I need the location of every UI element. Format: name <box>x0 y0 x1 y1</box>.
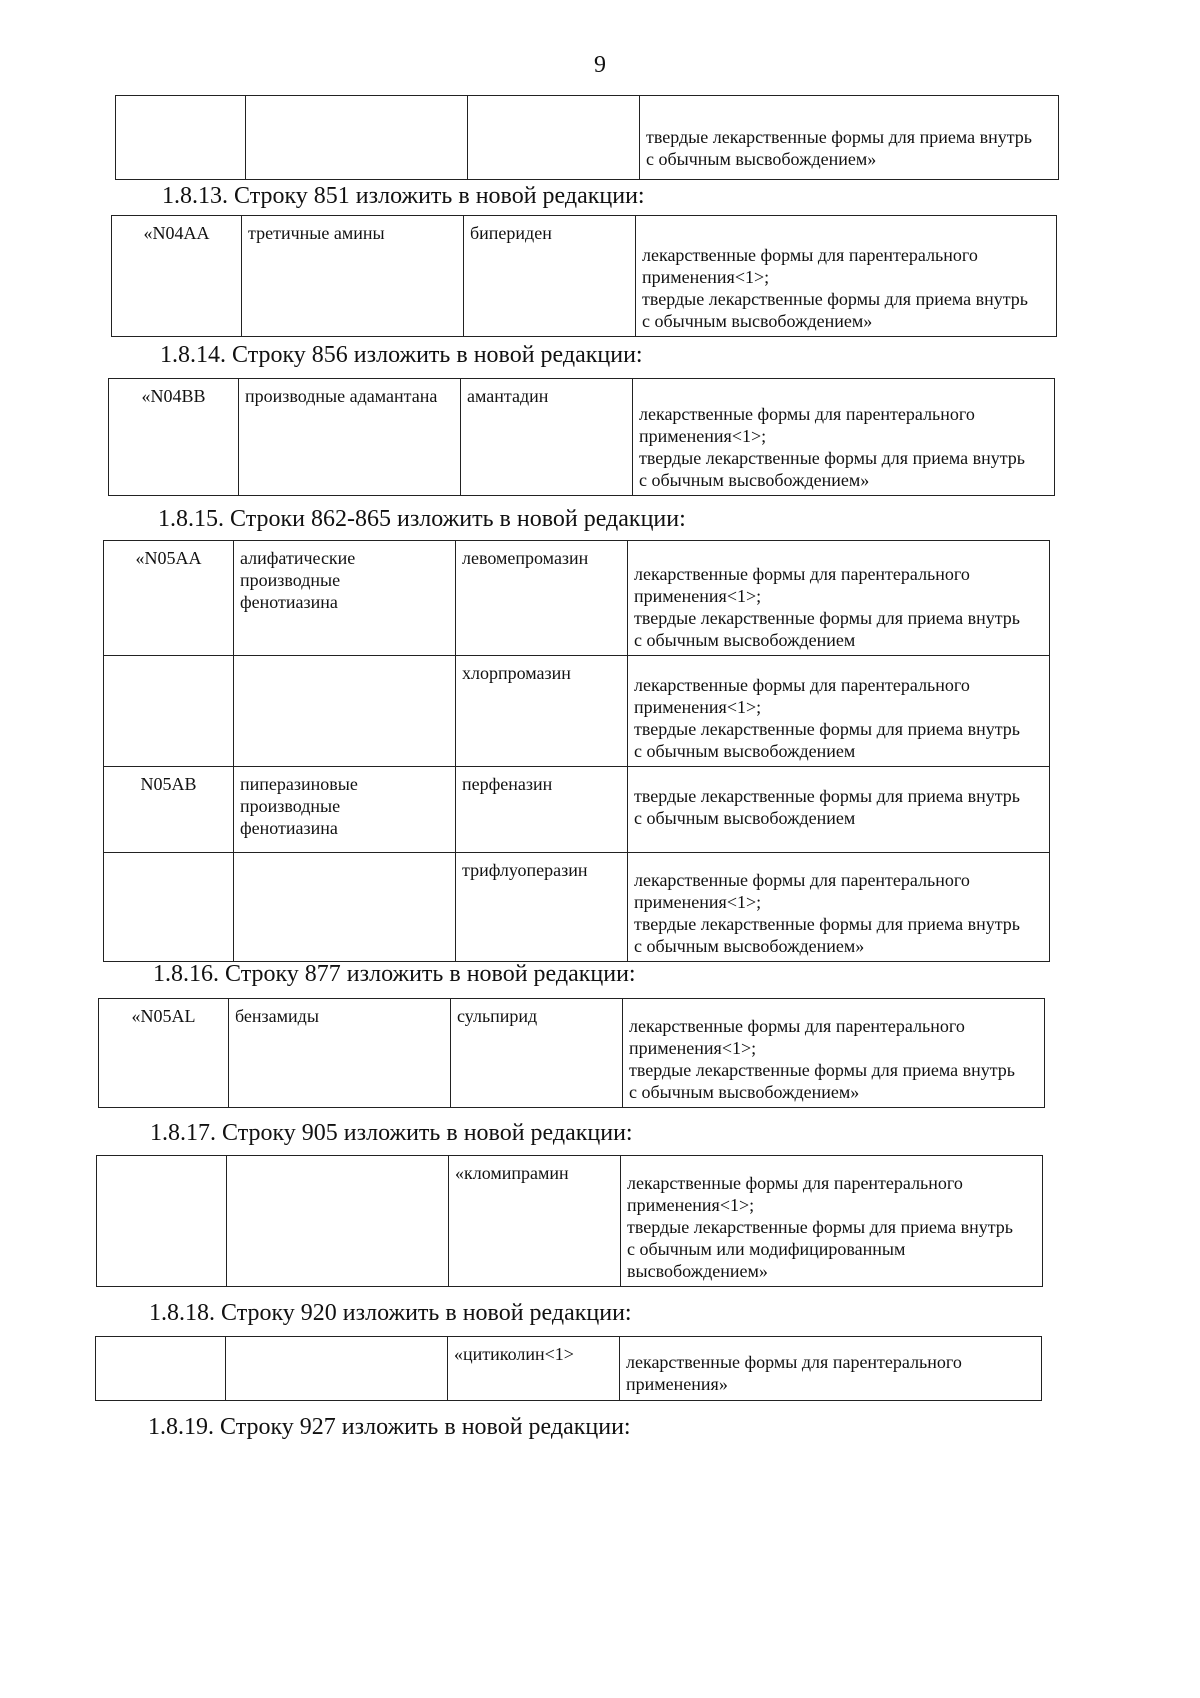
dosage-form-line: твердые лекарственные формы для приема внутрь <box>634 608 1021 628</box>
dosage-form-line: с обычным высвобождением» <box>639 470 870 490</box>
atc-code-cell: «N04BB <box>109 379 239 496</box>
dosage-form-line: лекарственные формы для парентерального <box>642 245 978 265</box>
dosage-form-line: твердые лекарственные формы для приема внутрь <box>639 448 1026 468</box>
table-1-8-14 <box>108 378 1055 496</box>
group-cell <box>234 656 456 767</box>
table-row <box>104 767 1050 853</box>
table-continuation <box>115 95 1059 180</box>
section-heading-1-8-16: 1.8.16. Строку 877 изложить в новой редакции: <box>153 961 636 987</box>
table-row <box>104 853 1050 962</box>
group-cell <box>246 96 468 180</box>
section-heading-1-8-18: 1.8.18. Строку 920 изложить в новой редакции: <box>149 1300 632 1326</box>
dosage-form-line: с обычным высвобождением <box>634 630 856 650</box>
atc-code-cell <box>104 853 234 962</box>
atc-code-cell <box>116 96 246 180</box>
table-row <box>99 999 1045 1108</box>
dosage-form-line: применения<1>; <box>627 1195 755 1215</box>
page-number: 9 <box>594 52 606 78</box>
section-heading-1-8-19: 1.8.19. Строку 927 изложить в новой редакции: <box>148 1414 631 1440</box>
drug-cell: «кломипрамин <box>449 1156 621 1287</box>
section-heading-1-8-15: 1.8.15. Строки 862-865 изложить в новой редакции: <box>158 506 686 532</box>
table-row <box>97 1156 1043 1287</box>
group-line: фенотиазина <box>240 818 338 838</box>
dosage-forms-cell <box>628 656 1050 767</box>
group-cell <box>229 999 451 1108</box>
group-line: третичные амины <box>248 223 385 243</box>
dosage-form-line: лекарственные формы для парентерального <box>629 1016 965 1036</box>
atc-code-cell <box>104 656 234 767</box>
dosage-forms-cell <box>628 853 1050 962</box>
group-cell <box>239 379 461 496</box>
dosage-form-line: твердые лекарственные формы для приема внутрь <box>646 127 1033 147</box>
dosage-form-line: лекарственные формы для парентерального <box>634 870 970 890</box>
drug-cell: бипериден <box>464 216 636 337</box>
dosage-form-line: лекарственные формы для парентерального <box>639 404 975 424</box>
atc-code-cell <box>96 1337 226 1401</box>
dosage-forms-cell <box>633 379 1055 496</box>
group-cell <box>234 541 456 656</box>
group-line: алифатические <box>240 548 356 568</box>
dosage-form-line: применения<1>; <box>634 697 762 717</box>
dosage-form-line: твердые лекарственные формы для приема внутрь <box>627 1217 1014 1237</box>
drug-cell: хлорпромазин <box>456 656 628 767</box>
group-line: производные <box>240 796 341 816</box>
atc-code-cell: «N05AA <box>104 541 234 656</box>
table-1-8-16 <box>98 998 1045 1108</box>
drug-cell: амантадин <box>461 379 633 496</box>
table-1-8-13 <box>111 215 1057 337</box>
drug-cell: трифлуоперазин <box>456 853 628 962</box>
atc-code-cell <box>97 1156 227 1287</box>
table-row <box>104 541 1050 656</box>
dosage-forms-cell <box>628 541 1050 656</box>
drug-cell: сульпирид <box>451 999 623 1108</box>
dosage-forms-cell <box>623 999 1045 1108</box>
dosage-form-line: с обычным высвобождением» <box>642 311 873 331</box>
dosage-forms-cell <box>620 1337 1042 1401</box>
dosage-form-line: с обычным высвобождением» <box>646 149 877 169</box>
section-heading-1-8-13: 1.8.13. Строку 851 изложить в новой редакции: <box>162 183 645 209</box>
dosage-form-line: высвобождением» <box>627 1261 768 1281</box>
drug-cell: левомепромазин <box>456 541 628 656</box>
group-cell <box>227 1156 449 1287</box>
dosage-form-line: твердые лекарственные формы для приема внутрь <box>629 1060 1016 1080</box>
group-line: пиперазиновые <box>240 774 358 794</box>
dosage-form-line: с обычным высвобождением <box>634 808 856 828</box>
dosage-form-line: с обычным или модифицированным <box>627 1239 906 1259</box>
dosage-form-line: с обычным высвобождением» <box>634 936 865 956</box>
table-row <box>109 379 1055 496</box>
group-line: производные адамантана <box>245 386 438 406</box>
group-cell <box>226 1337 448 1401</box>
dosage-form-line: с обычным высвобождением <box>634 741 856 761</box>
table-1-8-15 <box>103 540 1050 962</box>
drug-cell: «цитиколин<1> <box>448 1337 620 1401</box>
dosage-forms-cell <box>640 96 1059 180</box>
dosage-form-line: твердые лекарственные формы для приема внутрь <box>634 786 1021 806</box>
dosage-forms-cell <box>636 216 1057 337</box>
table-row <box>112 216 1057 337</box>
section-heading-1-8-14: 1.8.14. Строку 856 изложить в новой редакции: <box>160 342 643 368</box>
drug-cell: перфеназин <box>456 767 628 853</box>
dosage-form-line: применения<1>; <box>634 892 762 912</box>
dosage-form-line: лекарственные формы для парентерального <box>634 564 970 584</box>
group-cell <box>234 853 456 962</box>
table-1-8-18 <box>95 1336 1042 1401</box>
section-heading-1-8-17: 1.8.17. Строку 905 изложить в новой редакции: <box>150 1120 633 1146</box>
table-row <box>116 96 1059 180</box>
group-cell <box>234 767 456 853</box>
dosage-form-line: применения» <box>626 1374 728 1394</box>
dosage-form-line: лекарственные формы для парентерального <box>627 1173 963 1193</box>
dosage-form-line: применения<1>; <box>639 426 767 446</box>
group-line: фенотиазина <box>240 592 338 612</box>
dosage-forms-cell <box>628 767 1050 853</box>
dosage-forms-cell <box>621 1156 1043 1287</box>
group-cell <box>242 216 464 337</box>
dosage-form-line: твердые лекарственные формы для приема внутрь <box>634 719 1021 739</box>
group-line: бензамиды <box>235 1006 319 1026</box>
dosage-form-line: твердые лекарственные формы для приема внутрь <box>634 914 1021 934</box>
dosage-form-line: лекарственные формы для парентерального <box>626 1352 962 1372</box>
dosage-form-line: применения<1>; <box>629 1038 757 1058</box>
dosage-form-line: твердые лекарственные формы для приема внутрь <box>642 289 1029 309</box>
atc-code-cell: N05AB <box>104 767 234 853</box>
dosage-form-line: с обычным высвобождением» <box>629 1082 860 1102</box>
atc-code-cell: «N05AL <box>99 999 229 1108</box>
table-row <box>104 656 1050 767</box>
table-1-8-17 <box>96 1155 1043 1287</box>
drug-cell <box>468 96 640 180</box>
atc-code-cell: «N04AA <box>112 216 242 337</box>
dosage-form-line: применения<1>; <box>642 267 770 287</box>
table-row <box>96 1337 1042 1401</box>
group-line: производные <box>240 570 341 590</box>
dosage-form-line: лекарственные формы для парентерального <box>634 675 970 695</box>
dosage-form-line: применения<1>; <box>634 586 762 606</box>
